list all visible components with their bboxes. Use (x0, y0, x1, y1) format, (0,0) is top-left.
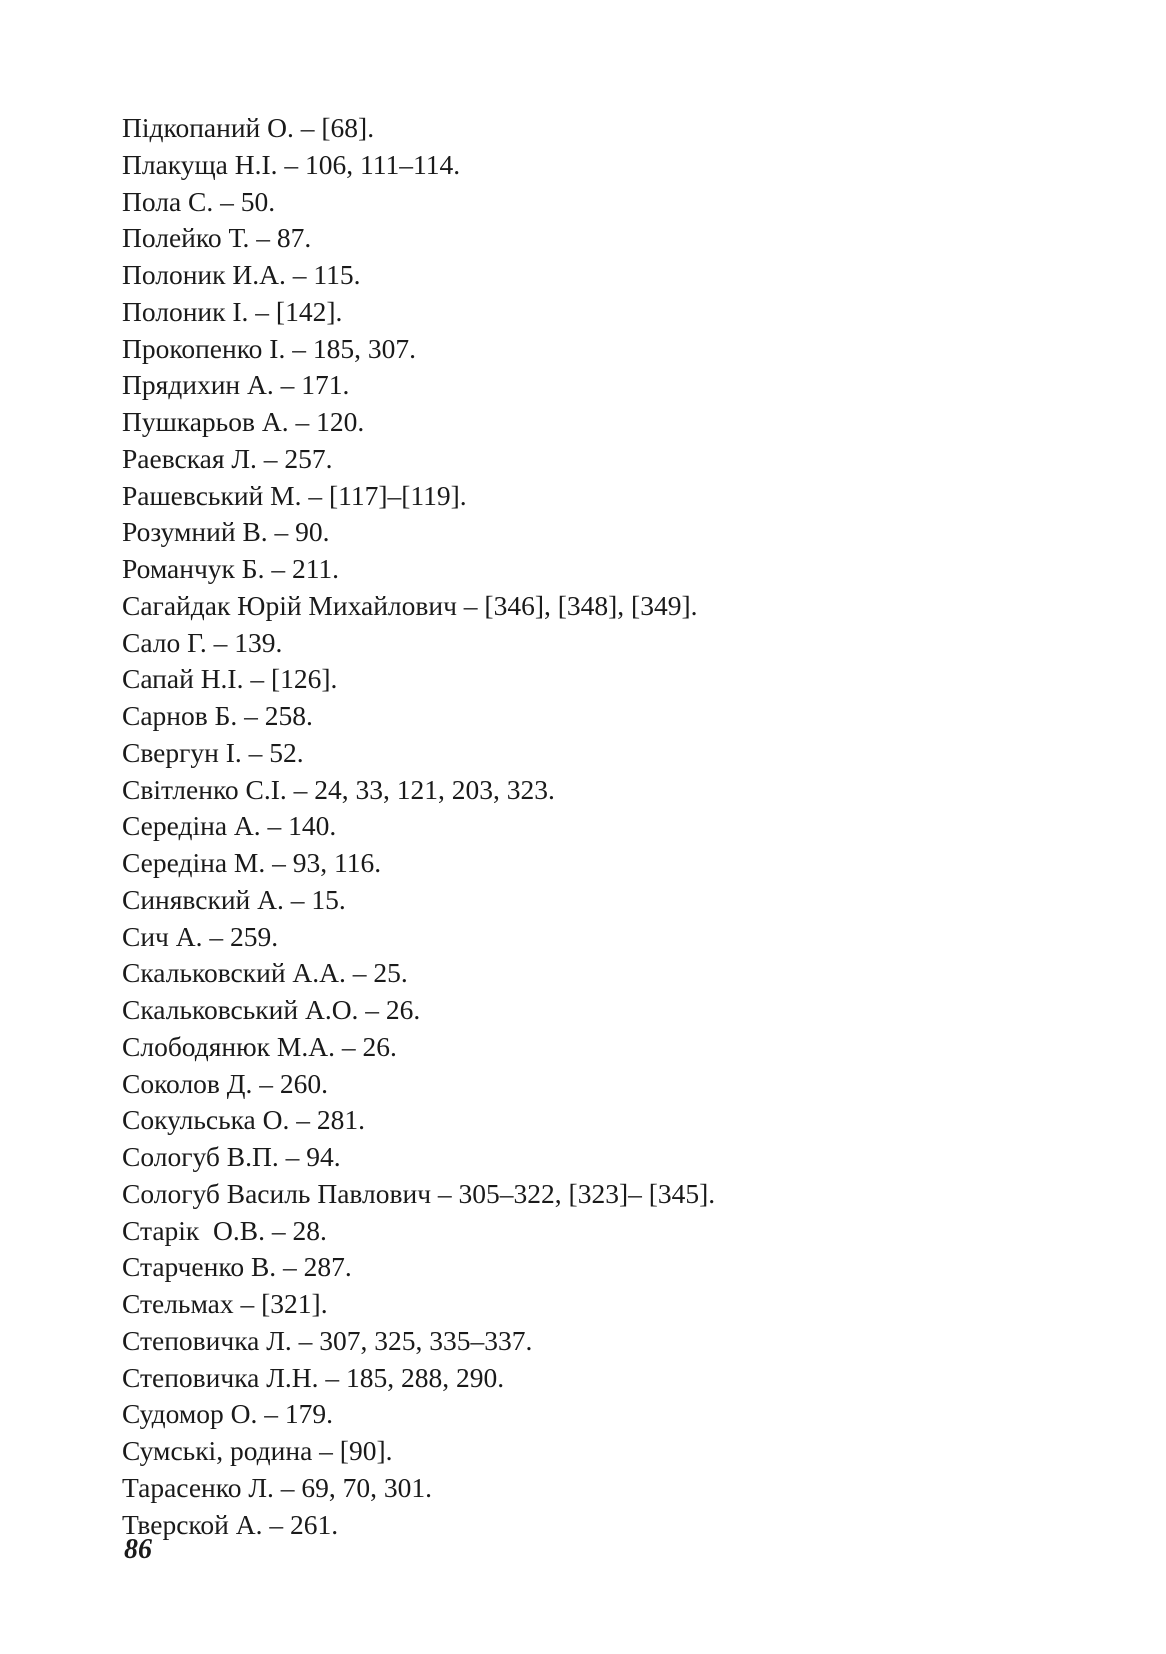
index-entry: Сало Г. – 139. (122, 626, 283, 658)
index-entry: Стельмах – [321]. (122, 1288, 328, 1319)
name-index-list (122, 110, 715, 1543)
index-entry: Тверской А. – 261. (122, 1508, 339, 1540)
index-entry: Сич А. – 259. (122, 920, 279, 952)
index-entry: Середіна М. – 93, 116. (122, 847, 382, 878)
index-entry: Синявский А. – 15. (122, 883, 346, 915)
index-entry: Степовичка Л.Н. – 185, 288, 290. (122, 1361, 505, 1393)
page-number: 86 (124, 1534, 152, 1565)
index-entry: Скальковский А.А. – 25. (122, 957, 408, 989)
index-entry: Романчук Б. – 211. (122, 553, 340, 584)
index-entry: Сумські, родина – [90]. (122, 1435, 393, 1466)
index-entry: Раевская Л. – 257. (122, 442, 333, 474)
index-entry: Скальковський А.О. – 26. (122, 994, 421, 1025)
index-entry: Судомор О. – 179. (122, 1398, 334, 1430)
index-entry: Прядихин А. – 171. (122, 369, 350, 401)
index-entry: Розумний В. – 90. (122, 516, 330, 548)
index-entry: Сологуб В.П. – 94. (122, 1141, 341, 1172)
index-entry: Старченко В. – 287. (122, 1251, 352, 1283)
index-entry: Сарнов Б. – 258. (122, 700, 313, 731)
index-entry: Плакуща Н.І. – 106, 111–114. (122, 148, 461, 180)
index-entry: Пола С. – 50. (122, 185, 276, 217)
index-entry: Степовичка Л. – 307, 325, 335–337. (122, 1324, 533, 1356)
index-entry: Сагайдак Юрій Михайлович – [346], [348], [349]. (122, 589, 698, 621)
index-entry: Прокопенко І. – 185, 307. (122, 332, 416, 364)
index-entry: Підкопаний О. – [68]. (122, 112, 375, 143)
index-entry: Пушкарьов А. – 120. (122, 406, 365, 437)
index-entry: Рашевський М. – [117]–[119]. (122, 479, 467, 511)
index-entry: Середіна А. – 140. (122, 810, 337, 842)
index-entry: Свергун І. – 52. (122, 736, 304, 768)
index-entry: Тарасенко Л. – 69, 70, 301. (122, 1471, 432, 1503)
index-entry: Полейко Т. – 87. (122, 222, 312, 254)
index-entry: Слободянюк М.А. – 26. (122, 1030, 397, 1062)
index-entry: Полоник И.А. – 115. (122, 259, 361, 290)
index-entry: Соколов Д. – 260. (122, 1067, 329, 1099)
index-entry: Сокульська О. – 281. (122, 1104, 366, 1136)
index-entry: Сапай Н.І. – [126]. (122, 663, 338, 695)
index-entry: Сологуб Василь Павлович – 305–322, [323]– [345]. (122, 1177, 716, 1209)
index-entry: Світленко С.І. – 24, 33, 121, 203, 323. (122, 773, 555, 805)
index-entry: Старік О.В. – 28. (122, 1214, 327, 1246)
index-entry: Полоник І. – [142]. (122, 295, 343, 327)
